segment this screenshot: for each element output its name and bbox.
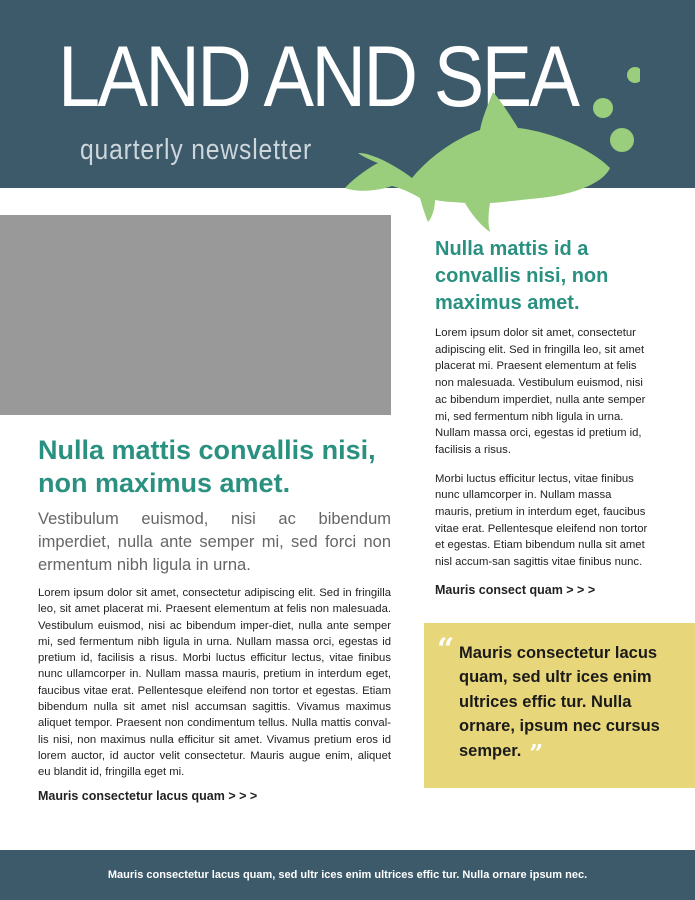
side-article [435, 236, 660, 788]
image-placeholder [0, 215, 391, 415]
footer-bar [0, 850, 695, 900]
close-quote-icon: ” [529, 738, 544, 768]
main-headline: Nulla mattis convallis nisi, non maximus amet. [38, 435, 376, 498]
open-quote-icon: “ [437, 631, 455, 667]
newsletter-subtitle: quarterly newsletter [80, 134, 313, 166]
fish-icon [340, 60, 640, 235]
pull-quote [424, 623, 695, 788]
side-body-paragraph-2: Morbi luctus efficitur lectus, vitae finibus nunc ullamcorper in. Nullam massa mauris, pretium in interdum eget, faucibus vitae erat. Pellentesque eleifend non tortor et egestas. Etiam bibendum nulla sit amet nisl accum-san sagittis vitae finibus nunc. [435, 472, 648, 569]
quote-text: Mauris consectetur lacus quam, sed ultr ices enim ultrices effic tur. Nulla ornare, ipsum nec cursus semper. [459, 643, 660, 760]
main-body-text: Lorem ipsum dolor sit amet, consectetur adipiscing elit. Sed in fringilla leo, sit amet placerat mi. Praesent elementum at felis non malesuada. Vestibulum euismod, nisi ac bibendum imper-diet, nulla ante semper mi, sed fermentum nibh ligula in urna. Nullam massa orci, egestas id pretium id, facilisis a risus. Morbi luctus efficitur lectus, vitae finibus nunc ullamcorper in. Nullam massa mauris, pretium in interdum eget, faucibus vitae erat. Pellentesque eleifend non tortor et egestas. Etiam bibendum nulla sit amet nisl accumsan sagittis. Vivamus maximus aliquet tempor. Praesent non condimentum tellus. Nulla mattis conval-lis nisi, non maximus nulla efficitur sit amet. Vivamus pretium eros id lorem auctor, id auctor velit consectetur. Mauris augue enim, aliquet eu blandit id, fringilla eget mi. [38, 587, 391, 779]
side-headline: Nulla mattis id a convallis nisi, non maximus amet. [435, 238, 609, 314]
main-article [38, 434, 391, 803]
footer-text: Mauris consectetur lacus quam, sed ultr ices enim ultrices effic tur. Nulla ornare ipsum nec. [107, 869, 588, 881]
side-body-paragraph-1: Lorem ipsum dolor sit amet, consectetur adipiscing elit. Sed in fringilla leo, sit amet placerat mi. Praesent elementum at felis non malesuada. Vestibulum euismod, nisi ac bibendum imperdiet, nulla ante semper mi, sed fermentum nibh ligula in urna. Nullam massa orci, egestas id pretium id, facilisis a risus. [435, 327, 646, 456]
side-read-more-link[interactable]: Mauris consect quam > > > [435, 582, 596, 597]
lead-paragraph: Vestibulum euismod, nisi ac bibendum imperdiet, nulla ante semper mi, sed forci non ermentum nibh ligula in urna. [38, 510, 391, 574]
read-more-link[interactable]: Mauris consectetur lacus quam > > > [38, 788, 258, 803]
newsletter-title: LAND AND SEA [58, 29, 578, 125]
